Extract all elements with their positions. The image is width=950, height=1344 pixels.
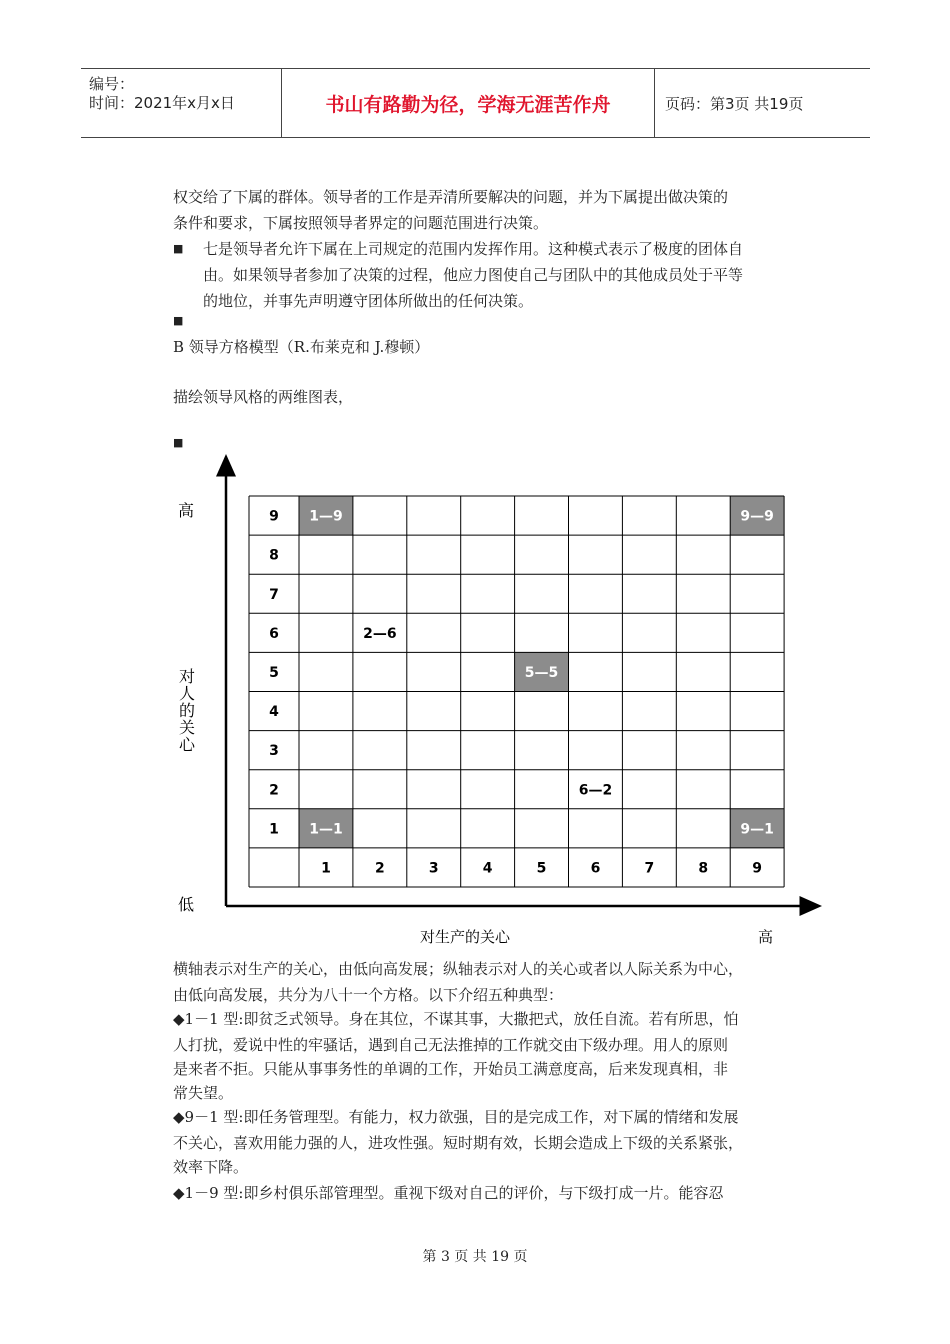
- row-label: 3: [269, 743, 279, 760]
- para1-line1: 权交给了下属的群体。领导者的工作是弄清所要解决的问题，并为下属提出做决策的: [173, 188, 729, 206]
- row-label: 7: [269, 586, 279, 603]
- item7-line2: 由。如果领导者参加了决策的过程，他应力图使自己与团队中的其他成员处于平等: [203, 266, 744, 284]
- header-meta: [81, 69, 282, 137]
- page-header: [81, 68, 870, 138]
- col-label: 6: [590, 860, 601, 877]
- cell-label-1—1: 1—1: [309, 821, 343, 838]
- item7-line1: 七是领导者允许下属在上司规定的范围内发挥作用。这种模式表示了极度的团体自: [203, 240, 744, 258]
- row-label: 1: [269, 821, 279, 838]
- type-91-line1: ◆9－1 型:即任务管理型。有能力，权力欲强，目的是完成工作，对下属的情绪和发展: [173, 1108, 739, 1126]
- col-label: 5: [536, 860, 547, 877]
- row-label: 6: [269, 625, 279, 642]
- type-91-line2: 不关心，喜欢用能力强的人，进攻性强。短时期有效，长期会造成上下级的关系紧张，: [173, 1134, 744, 1152]
- y-low-label: 低: [178, 895, 195, 914]
- cell-label-6—2: 6—2: [578, 782, 613, 799]
- y-high-label: 高: [178, 501, 195, 520]
- page-footer: 第 3 页 共 19 页: [422, 1249, 528, 1265]
- x-high-label: 高: [758, 928, 774, 946]
- cell-label-1—9: 1—9: [309, 508, 343, 525]
- cell-label-9—9: 9—9: [740, 508, 774, 525]
- y-axis-label: [177, 668, 196, 753]
- col-label: 9: [752, 860, 763, 877]
- axis-desc-line1: 横轴表示对生产的关心，由低向高发展；纵轴表示对人的关心或者以人际关系为中心，: [173, 960, 744, 978]
- row-label: 9: [269, 508, 279, 525]
- para1-line2: 条件和要求，下属按照领导者界定的问题范围进行决策。: [173, 214, 549, 232]
- managerial-grid-chart: [160, 450, 830, 950]
- type-11-line3: 是来者不拒。只能从事事务性的单调的工作，开始员工满意度高，后来发现真相，非: [173, 1060, 729, 1078]
- item7-line3: 的地位，并事先声明遵守团体所做出的任何决策。: [203, 292, 534, 310]
- axis-desc-line2: 由低向高发展，共分为八十一个方格。以下介绍五种典型：: [173, 986, 564, 1004]
- number-label: 编号：: [89, 75, 135, 93]
- header-slogan: 书山有路勤为径，学海无涯苦作舟: [282, 69, 655, 137]
- row-label: 8: [269, 547, 279, 564]
- type-91-line3: 效率下降。: [173, 1158, 249, 1176]
- row-label: 5: [269, 664, 279, 681]
- grid: [249, 496, 784, 887]
- cell-label-5—5: 5—5: [524, 664, 559, 681]
- col-label: 2: [374, 860, 385, 877]
- col-label: 7: [644, 860, 655, 877]
- type-11-line4: 常失望。: [173, 1084, 234, 1102]
- cell-label-2—6: 2—6: [363, 625, 397, 642]
- square-bullet-icon: ■: [173, 314, 184, 327]
- header-page-info: 页码：第3页 共19页: [665, 94, 804, 113]
- time-label: 时间：2021年x月x日: [89, 94, 235, 112]
- square-bullet-icon: ■: [173, 242, 184, 255]
- col-label: 3: [428, 860, 439, 877]
- col-label: 4: [482, 860, 493, 877]
- square-bullet-icon: ■: [173, 436, 184, 449]
- cell-label-9—1: 9—1: [740, 821, 774, 838]
- x-axis-label: 对生产的关心: [420, 928, 511, 946]
- row-label: 4: [269, 704, 279, 721]
- row-label: 2: [269, 782, 279, 799]
- col-label: 1: [321, 860, 331, 877]
- section-b-heading: B 领导方格模型（R.布莱克和 J.穆顿）: [173, 338, 430, 356]
- type-19-line1: ◆1－9 型:即乡村俱乐部管理型。重视下级对自己的评价，与下级打成一片。能容忍: [173, 1184, 724, 1202]
- type-11-line2: 人打扰，爱说中性的牢骚话，遇到自己无法推掉的工作就交由下级办理。用人的原则: [173, 1036, 729, 1054]
- y-axis-label-text: 对人的关心: [176, 668, 196, 753]
- type-11-line1: ◆1－1 型:即贫乏式领导。身在其位，不谋其事，大撒把式，放任自流。若有所思，怕: [173, 1010, 739, 1028]
- describe-line: 描绘领导风格的两维图表，: [173, 388, 354, 406]
- col-label: 8: [698, 860, 709, 877]
